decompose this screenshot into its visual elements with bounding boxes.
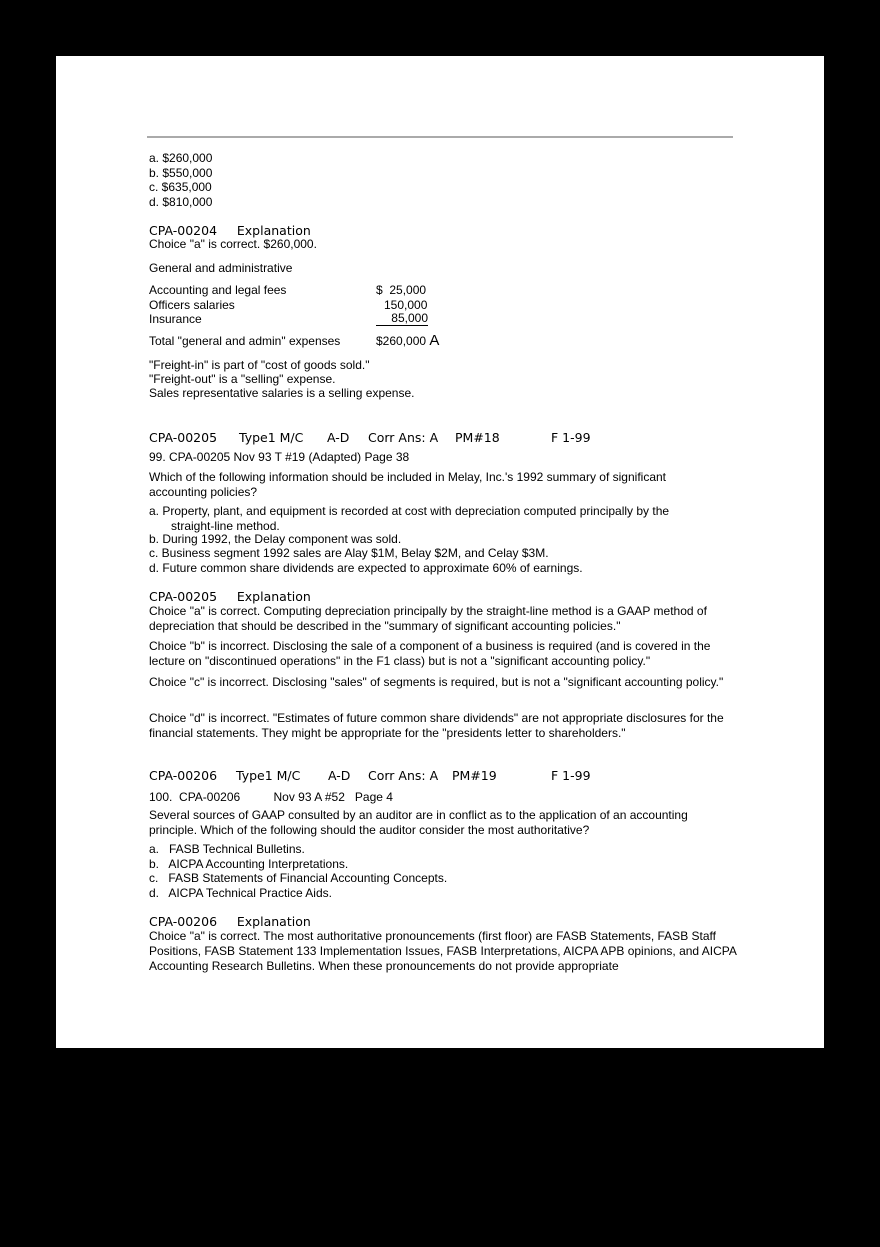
question-type: Type1 M/C	[239, 430, 304, 445]
pm-number: PM#18	[455, 430, 500, 445]
choice-b: b. $550,000	[149, 166, 213, 180]
explanation-text: Choice "a" is correct. $260,000.	[149, 237, 317, 251]
question-range: A-D	[327, 430, 350, 445]
correct-answer: Corr Ans: A	[368, 768, 439, 783]
row-value: $ 25,000	[376, 283, 427, 297]
choice-b: b. During 1992, the Delay component was sold.	[149, 532, 402, 546]
explanation-header: CPA-00204 Explanation	[149, 223, 311, 238]
answer-mark: A	[429, 332, 440, 349]
row-value: 150,000	[384, 298, 428, 312]
explanation-d: Choice "d" is incorrect. "Estimates of future common share dividends" are not appropriate disclosures for the financial statements. They might be appropriate for the "presidents letter to shareholders."	[149, 711, 724, 740]
choice-d: d. AICPA Technical Practice Aids.	[149, 886, 332, 900]
question-id: CPA-00206	[149, 768, 218, 783]
question-text: Which of the following information should be included in Melay, Inc.'s 1992 summary of significant accounting policies?	[149, 470, 666, 499]
pm-number: PM#19	[452, 768, 497, 783]
explanation-header: CPA-00206 Explanation	[149, 914, 311, 929]
choice-c: c. $635,000	[149, 180, 212, 194]
section-code: F 1-99	[551, 430, 591, 445]
choice-b: b. AICPA Accounting Interpretations.	[149, 857, 349, 871]
question-ref: 100. CPA-00206 Nov 93 A #52 Page 4	[149, 790, 393, 804]
choice-c: c. Business segment 1992 sales are Alay $1M, Belay $2M, and Celay $3M.	[149, 546, 549, 560]
question-type: Type1 M/C	[236, 768, 301, 783]
choice-d: d. Future common share dividends are expected to approximate 60% of earnings.	[149, 561, 583, 575]
total-amount: $260,000	[376, 334, 427, 348]
question-range: A-D	[328, 768, 351, 783]
total-label: Total "general and admin" expenses	[149, 334, 341, 348]
explanation-header: CPA-00205 Explanation	[149, 589, 311, 604]
header-rule	[147, 136, 733, 138]
note: Sales representative salaries is a selling expense.	[149, 386, 415, 400]
section-code: F 1-99	[551, 768, 591, 783]
row-label: Officers salaries	[149, 298, 235, 312]
section-label: General and administrative	[149, 261, 293, 275]
row-label: Accounting and legal fees	[149, 283, 287, 297]
explanation-c: Choice "c" is incorrect. Disclosing "sales" of segments is required, but is not a "significant accounting policy."	[149, 675, 724, 689]
question-text: Several sources of GAAP consulted by an auditor are in conflict as to the application of an accounting principle. Which of the following should the auditor consider the most authoritative?	[149, 808, 688, 837]
choice-a-text: a. Property, plant, and equipment is recorded at cost with depreciation computed principally by the straight-line method.	[149, 504, 670, 533]
choice-c: c. FASB Statements of Financial Accounting Concepts.	[149, 871, 448, 885]
choice-a: a. FASB Technical Bulletins.	[149, 842, 305, 856]
choice-a	[149, 504, 709, 534]
row-label: Insurance	[149, 312, 202, 326]
document-page	[56, 56, 824, 1048]
explanation-a: Choice "a" is correct. The most authoritative pronouncements (first floor) are FASB Statements, FASB Staff Positions, FASB Statement 133 Implementation Issues, FASB Interpretations, AICPA APB opinions, and AICPA Accounting Research Bulletins. When these pronouncements do not provide appropriate	[149, 929, 737, 973]
correct-answer: Corr Ans: A	[368, 430, 439, 445]
choice-d: d. $810,000	[149, 195, 213, 209]
question-ref: 99. CPA-00205 Nov 93 T #19 (Adapted) Page 38	[149, 450, 410, 464]
explanation-a: Choice "a" is correct. Computing depreciation principally by the straight-line method is a GAAP method of depreciation that should be described in the "summary of significant accounting policies."	[149, 604, 707, 633]
total-value	[376, 334, 439, 348]
note: "Freight-in" is part of "cost of goods sold."	[149, 358, 370, 372]
choice-a: a. $260,000	[149, 151, 213, 165]
note: "Freight-out" is a "selling" expense.	[149, 372, 336, 386]
question-id: CPA-00205	[149, 430, 218, 445]
explanation-b: Choice "b" is incorrect. Disclosing the sale of a component of a business is required (and is covered in the lecture on "discontinued operations" in the F1 class) but is not a "significant accounting policy."	[149, 639, 711, 668]
row-value: 85,000	[376, 312, 428, 326]
